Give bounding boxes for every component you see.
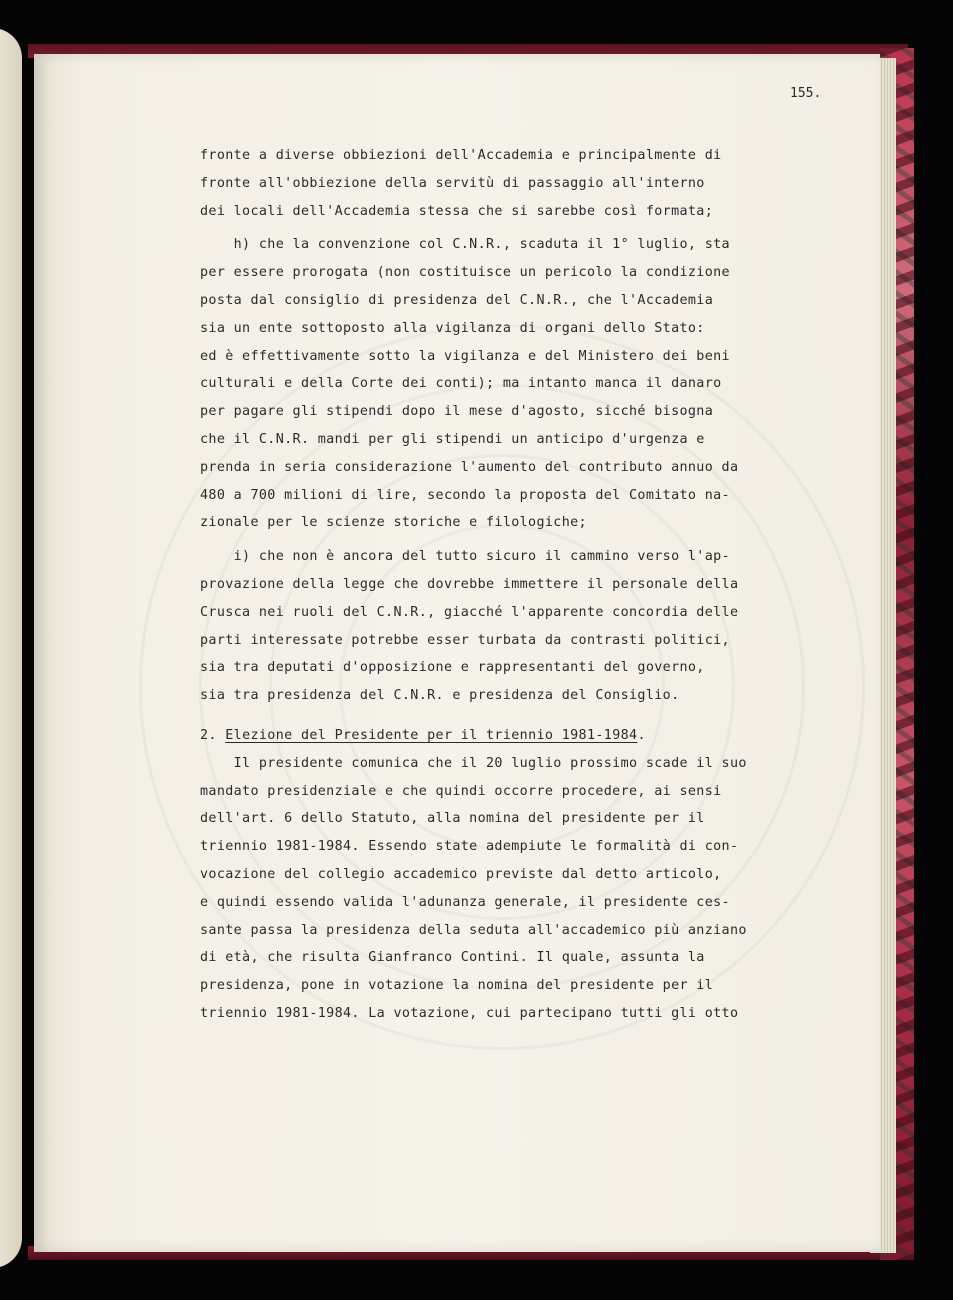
text-line: zionale per le scienze storiche e filologiche;: [200, 515, 587, 531]
paragraph-i: [200, 543, 800, 710]
section-paragraph: [200, 750, 800, 1028]
text-line: parti interessate potrebbe esser turbata da contrasti politici,: [200, 632, 730, 648]
text-line: dell'art. 6 dello Statuto, alla nomina del presidente per il: [200, 811, 705, 827]
text-line: sia un ente sottoposto alla vigilanza di organi dello Stato:: [200, 320, 705, 336]
text-line: provazione della legge che dovrebbe immettere il personale della: [200, 576, 739, 592]
facing-page-edge: [0, 28, 22, 1268]
text-line: fronte a diverse obbiezioni dell'Accademia e principalmente di: [200, 148, 722, 163]
text-line: ed è effettivamente sotto la vigilanza e del Ministero dei beni: [200, 348, 730, 364]
text-line: Il presidente comunica che il 20 luglio prossimo scade il suo: [200, 755, 747, 771]
text-line: triennio 1981-1984. Essendo state adempiute le formalità di con-: [200, 839, 739, 855]
paragraph-h: [200, 231, 800, 537]
text-line: per essere prorogata (non costituisce un pericolo la condizione: [200, 265, 730, 281]
section-number: 2.: [200, 727, 226, 743]
text-line: prenda in seria considerazione l'aumento del contributo annuo da: [200, 459, 739, 475]
text-line: vocazione del collegio accademico previste dal detto articolo,: [200, 866, 722, 882]
section-heading: [200, 722, 800, 750]
text-line: i) che non è ancora del tutto sicuro il cammino verso l'ap-: [200, 549, 730, 565]
text-line: che il C.N.R. mandi per gli stipendi un anticipo d'urgenza e: [200, 431, 705, 447]
section-title-end: .: [637, 727, 646, 743]
text-line: Crusca nei ruoli del C.N.R., giacché l'apparente concordia delle: [200, 604, 739, 620]
text-line: per pagare gli stipendi dopo il mese d'agosto, sicché bisogna: [200, 404, 714, 420]
text-line: h) che la convenzione col C.N.R., scaduta il 1° luglio, sta: [200, 237, 730, 253]
section-title: Elezione del Presidente per il triennio 1981-1984: [225, 727, 638, 743]
text-line: e quindi essendo valida l'adunanza generale, il presidente ces-: [200, 894, 730, 910]
text-line: di età, che risulta Gianfranco Contini. Il quale, assunta la: [200, 950, 705, 966]
text-line: mandato presidenziale e che quindi occorre procedere, ai sensi: [200, 783, 722, 799]
text-line: posta dal consiglio di presidenza del C.N.R., che l'Accademia: [200, 292, 714, 308]
page-number: 155.: [790, 86, 822, 101]
text-line: sante passa la presidenza della seduta all'accademico più anziano: [200, 922, 747, 938]
text-line: presidenza, pone in votazione la nomina del presidente per il: [200, 978, 714, 994]
text-line: sia tra deputati d'opposizione e rappresentanti del governo,: [200, 660, 705, 676]
document-text: [200, 142, 800, 1028]
text-line: culturali e della Corte dei conti); ma intanto manca il danaro: [200, 376, 722, 392]
text-line: triennio 1981-1984. La votazione, cui partecipano tutti gli otto: [200, 1005, 739, 1021]
text-line: sia tra presidenza del C.N.R. e presidenza del Consiglio.: [200, 688, 680, 704]
text-line: fronte all'obbiezione della servitù di passaggio all'interno: [200, 175, 705, 191]
text-line: 480 a 700 milioni di lire, secondo la proposta del Comitato na-: [200, 487, 730, 503]
text-line: dei locali dell'Accademia stessa che si sarebbe così formata;: [200, 203, 714, 219]
paragraph-g-continuation: [200, 142, 800, 225]
